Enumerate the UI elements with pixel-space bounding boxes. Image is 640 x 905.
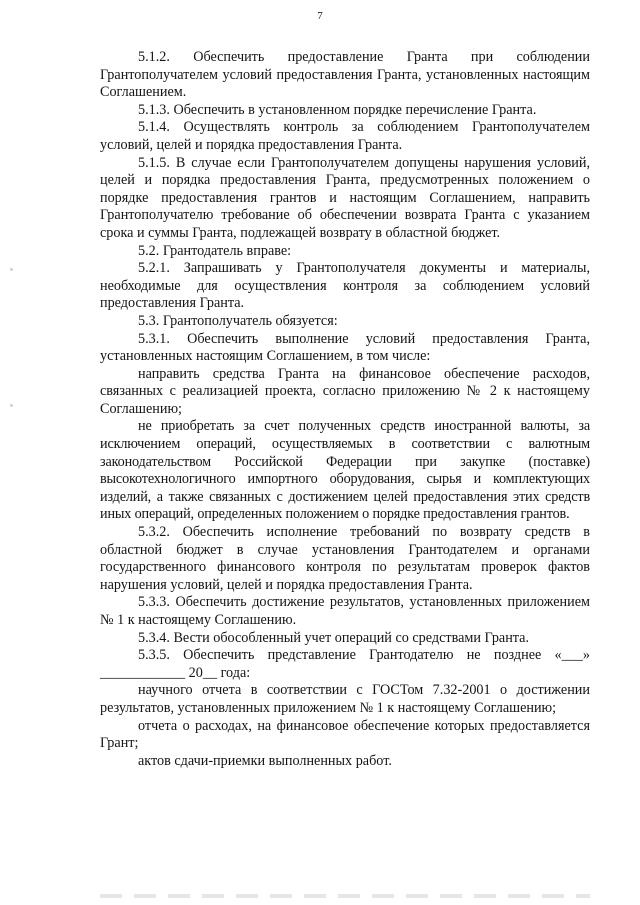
clause-5-2: 5.2. Грантодатель вправе: bbox=[138, 242, 292, 259]
scan-margin-dot bbox=[10, 268, 13, 271]
clause-5-3-5-item-2: отчета о расходах, на финансовое обеспечение которых предоставляется Грант; bbox=[100, 717, 590, 752]
clause-5-3: 5.3. Грантополучатель обязуется: bbox=[138, 312, 338, 329]
clause-5-3-2: 5.3.2. Обеспечить исполнение требований по возврату средств в областной бюджет в случае установления Грантодателем и органами государственного финансового контроля по результатам проверок фактов нарушения условий, целей и порядка предоставления Гранта. bbox=[100, 524, 590, 593]
clause-5-3-3: 5.3.3. Обеспечить достижение результатов, установленных приложением № 1 к настоящему Соглашению. bbox=[100, 594, 590, 628]
clause-5-3-1-item-1: направить средства Гранта на финансовое обеспечение расходов, связанных с реализацией проекта, согласно приложению № 2 к настоящему Соглашению; bbox=[100, 365, 590, 417]
agreement-text bbox=[100, 49, 590, 770]
scan-artifact-bottom bbox=[100, 894, 590, 898]
clause-5-3-1: 5.3.1. Обеспечить выполнение условий предоставления Гранта, установленных настоящим Соглашением, в том числе: bbox=[100, 330, 590, 365]
clause-5-3-5: 5.3.5. Обеспечить представление Грантодателю не позднее «___» ____________ 20__ года: bbox=[100, 647, 590, 681]
page-number: 7 bbox=[317, 10, 323, 22]
clause-5-3-5-item-3: актов сдачи-приемки выполненных работ. bbox=[138, 752, 392, 769]
clause-5-3-1-item-2: не приобретать за счет полученных средств иностранной валюты, за исключением операций, осуществляемых в соответствии с валютным законодательством Российской Федерации при закупке (поставке) высокотехнологичного импортного оборудования, сырья и комплектующих изделий, а также связанных с достижением целей предоставления этих средств иных операций, определенных положением о порядке предоставления грантов. bbox=[100, 418, 590, 523]
clause-5-3-5-item-1: научного отчета в соответствии с ГОСТом 7.32-2001 о достижении результатов, установленных приложением № 1 к настоящему Соглашению; bbox=[100, 682, 590, 716]
clause-5-1-2: 5.1.2. Обеспечить предоставление Гранта при соблюдении Грантополучателем условий предоставления Гранта, установленных настоящим Соглашением. bbox=[100, 49, 590, 101]
scan-margin-dot bbox=[10, 404, 13, 407]
clause-5-1-5: 5.1.5. В случае если Грантополучателем допущены нарушения условий, целей и порядка предоставления Гранта, предусмотренных положением о порядке предоставления грантов и настоящим Соглашением, направить Грантополучателю требование об обеспечении возврата Гранта с указанием срока и суммы Гранта, подлежащей возврату в областной бюджет. bbox=[100, 154, 590, 241]
clause-5-1-3: 5.1.3. Обеспечить в установленном порядке перечисление Гранта. bbox=[138, 101, 537, 118]
clause-5-3-4: 5.3.4. Вести обособленный учет операций со средствами Гранта. bbox=[138, 629, 530, 646]
clause-5-1-4: 5.1.4. Осуществлять контроль за соблюдением Грантополучателем условий, целей и порядка предоставления Гранта. bbox=[100, 119, 590, 153]
clause-5-2-1: 5.2.1. Запрашивать у Грантополучателя документы и материалы, необходимые для осуществления контроля за соблюдением условий предоставления Гранта. bbox=[100, 260, 590, 312]
